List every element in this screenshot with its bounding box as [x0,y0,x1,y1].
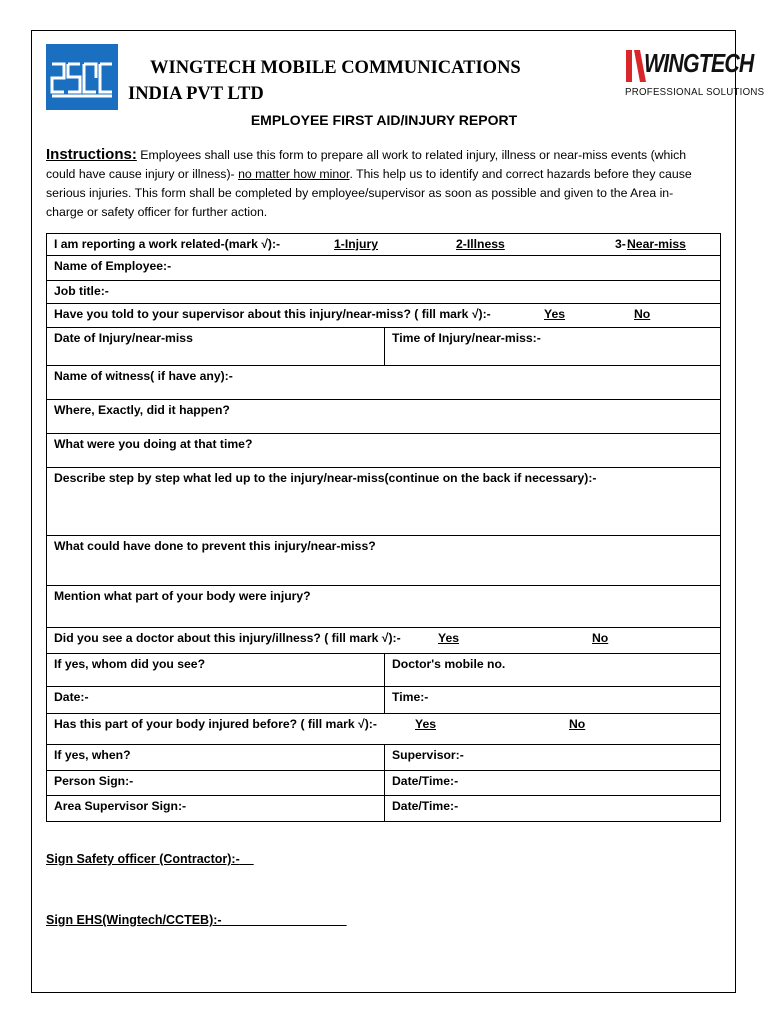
row-describe[interactable] [47,468,720,536]
instructions-emphasis: no matter how minor [238,167,350,181]
told-supervisor-yes[interactable]: Yes [544,307,566,321]
row-witness[interactable] [47,366,720,400]
option-near-miss[interactable]: Near-miss [627,237,686,251]
doctor-yes[interactable]: Yes [438,631,460,645]
option-injury[interactable]: 1-Injury [334,237,379,251]
date-of-injury-field[interactable]: Date of Injury/near-miss [54,331,193,345]
company-name-line2: INDIA PVT LTD [128,84,264,104]
row-injured-before [47,714,720,745]
employee-name-label: Name of Employee:- [54,259,172,273]
told-supervisor-no[interactable]: No [634,307,651,321]
row-told-supervisor [47,304,720,328]
document-title: EMPLOYEE FIRST AID/INJURY REPORT [250,112,518,128]
instructions-label: Instructions: [46,146,137,163]
wingtech-logo-tagline: PROFESSIONAL SOLUTIONS [625,86,765,98]
if-yes-when-field[interactable]: If yes, when? [54,748,131,762]
sign-ehs-label: Sign EHS(Wingtech/CCTEB):- [46,913,222,927]
company-name-line1: WINGTECH MOBILE COMMUNICATIONS [150,58,521,78]
injury-report-form [46,233,721,822]
row-whom-doctor [47,654,720,687]
where-label: Where, Exactly, did it happen? [54,403,230,417]
instructions-paragraph [46,145,710,222]
row-date-time [47,687,720,714]
row-employee-name[interactable] [47,256,720,281]
cscec-logo [46,44,118,110]
injured-before-yes[interactable]: Yes [415,717,437,731]
time-of-injury-field[interactable]: Time of Injury/near-miss:- [384,328,720,365]
sign-ehs[interactable] [46,913,347,927]
option-near-miss-prefix: 3- [615,237,626,251]
instructions-text-1: Employees shall use this form to prepare all work to related injury, illness or near-miss events (which could have cause injury or illness)- [46,148,687,181]
row-body-part[interactable] [47,586,720,628]
describe-label: Describe step by step what led up to the injury/near-miss(continue on the back if necessary):- [54,471,597,485]
supervisor-field[interactable]: Supervisor:- [384,745,720,770]
sign-safety-officer[interactable] [46,852,254,866]
told-supervisor-label: Have you told to your supervisor about this injury/near-miss? ( fill mark √):- [54,307,491,321]
row-prevent[interactable] [47,536,720,586]
doctor-mobile-field[interactable]: Doctor's mobile no. [384,654,720,686]
job-title-label: Job title:- [54,284,109,298]
wingtech-logo [622,44,765,102]
row-job-title[interactable] [47,281,720,304]
doctor-no[interactable]: No [592,631,609,645]
option-illness[interactable]: 2-Illness [456,237,505,251]
witness-label: Name of witness( if have any):- [54,369,233,383]
date-field[interactable]: Date:- [54,690,89,704]
injured-before-label: Has this part of your body injured before? ( fill mark √):- [54,717,377,731]
row-person-sign [47,771,720,796]
doing-label: What were you doing at that time? [54,437,253,451]
area-supervisor-sign-field[interactable]: Area Supervisor Sign:- [54,799,187,813]
time-field[interactable]: Time:- [384,687,720,713]
instructions-text-2: . This help us to identify and correct hazards before they cause serious injuries. This form shall be completed by employee/supervisor as soon as possible and given to the Area in-charge or safety officer for further action. [46,167,692,219]
person-sign-field[interactable]: Person Sign:- [54,774,134,788]
area-datetime-field[interactable]: Date/Time:- [384,796,720,821]
whom-field[interactable]: If yes, whom did you see? [54,657,206,671]
reporting-type-label: I am reporting a work related-(mark √):- [54,237,281,251]
prevent-label: What could have done to prevent this injury/near-miss? [54,539,376,553]
row-when-supervisor [47,745,720,771]
row-doctor [47,628,720,654]
wingtech-logo-name: WINGTECH [644,48,754,78]
injured-before-no[interactable]: No [569,717,586,731]
row-doing[interactable] [47,434,720,468]
row-area-supervisor-sign [47,796,720,821]
row-where[interactable] [47,400,720,434]
body-part-label: Mention what part of your body were injury? [54,589,311,603]
person-datetime-field[interactable]: Date/Time:- [384,771,720,795]
sign-safety-officer-label: Sign Safety officer (Contractor):- [46,852,240,866]
cscec-logo-mark [46,44,118,110]
row-date-time-injury [47,328,720,366]
doctor-label: Did you see a doctor about this injury/illness? ( fill mark √):- [54,631,401,645]
row-reporting-type [47,234,720,256]
